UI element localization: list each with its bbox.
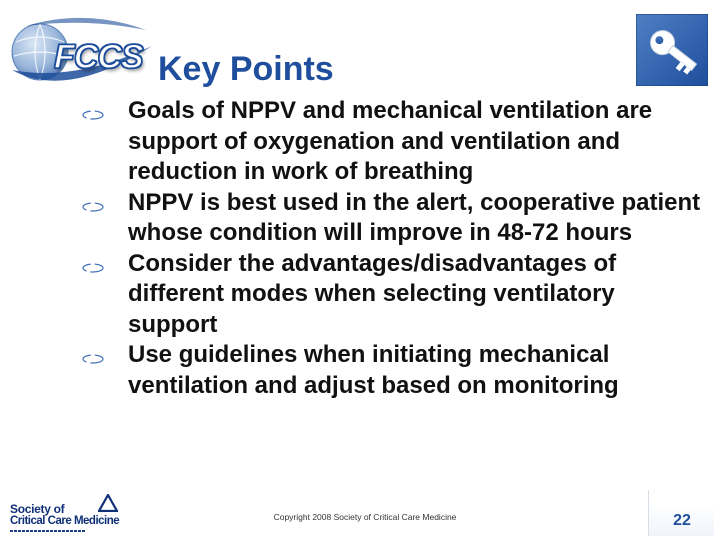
list-item: [82, 188, 707, 249]
bullet-text: Consider the advantages/disadvantages of different modes when selecting ventilatory support: [128, 249, 617, 338]
bullet-ellipse-icon: [82, 354, 104, 364]
list-item: [82, 96, 707, 188]
bullet-ellipse-icon: [82, 202, 104, 212]
bullet-text: NPPV is best used in the alert, cooperative patient whose condition will improve in 48-72 hours: [128, 188, 701, 246]
bullet-list: [82, 96, 707, 401]
copyright-notice: Copyright 2008 Society of Critical Care Medicine: [273, 512, 457, 522]
sccm-name-text: Critical Care Medicine: [10, 515, 120, 527]
bullet-text: Use guidelines when initiating mechanical ventilation and adjust based on monitoring: [128, 341, 619, 399]
bullet-ellipse-icon: [82, 263, 104, 273]
delta-triangle-icon: [98, 494, 118, 512]
sccm-tagline-rule: [10, 530, 86, 532]
bullet-ellipse-icon: [82, 110, 104, 120]
list-item: [82, 340, 707, 401]
key-icon: [636, 14, 708, 86]
page-number: 22: [673, 512, 691, 529]
list-item: [82, 249, 707, 341]
slide-title: Key Points: [158, 50, 334, 88]
sccm-society-text: Society of: [10, 502, 65, 516]
fccs-logo: [6, 12, 156, 100]
page-number-box: [648, 490, 714, 536]
bullet-text: Goals of NPPV and mechanical ventilation are support of oxygenation and ventilation and reduction in work of breathing: [128, 97, 653, 185]
logo-text: FCCS: [54, 38, 143, 76]
